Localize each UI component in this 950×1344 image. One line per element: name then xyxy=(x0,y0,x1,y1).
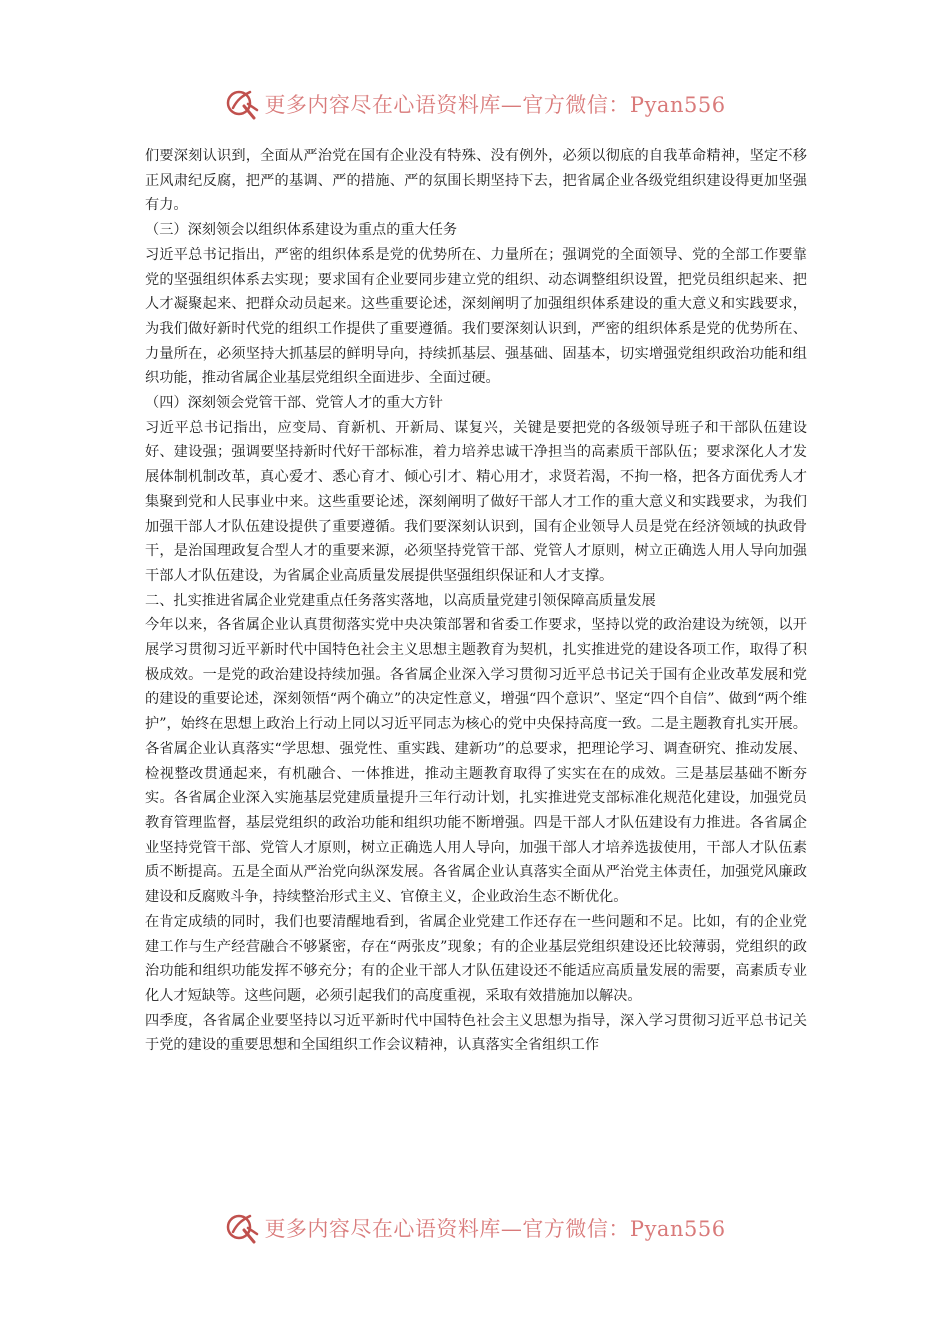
ribbon-logo-icon xyxy=(224,86,260,122)
ribbon-logo-icon xyxy=(224,1210,260,1246)
paragraph: 今年以来，各省属企业认真贯彻落实党中央决策部署和省委工作要求，坚持以党的政治建设为统领，以开展学习贯彻习近平新时代中国特色社会主义思想主题教育为契机，扎实推进党的建设各项工作，取得了积极成效。一是党的政治建设持续加强。各省属企业深入学习贯彻习近平总书记关于国有企业改革发展和党的建设的重要论述，深刻领悟“两个确立”的决定性意义，增强“四个意识”、坚定“四个自信”、做到“两个维护”，始终在思想上政治上行动上同以习近平同志为核心的党中央保持高度一致。二是主题教育扎实开展。各省属企业认真落实“学思想、强党性、重实践、建新功”的总要求，把理论学习、调查研究、推动发展、检视整改贯通起来，有机融合、一体推进，推动主题教育取得了实实在在的成效。三是基层基础不断夯实。各省属企业深入实施基层党建质量提升三年行动计划，扎实推进党支部标准化规范化建设，加强党员教育管理监督，基层党组织的政治功能和组织功能不断增强。四是干部人才队伍建设有力推进。各省属企业坚持党管干部、党管人才原则，树立正确选人用人导向，加强干部人才培养选拔使用，干部人才队伍素质不断提高。五是全面从严治党向纵深发展。各省属企业认真落实全面从严治党主体责任，加强党风廉政建设和反腐败斗争，持续整治形式主义、官僚主义，企业政治生态不断优化。 xyxy=(145,617,807,906)
section-heading: （三）深刻领会以组织体系建设为重点的重大任务 xyxy=(145,222,458,239)
header-watermark xyxy=(0,82,950,126)
section-heading: （四）深刻领会党管干部、党管人才的重大方针 xyxy=(145,395,443,412)
paragraph: 习近平总书记指出，应变局、育新机、开新局、谋复兴，关键是要把党的各级领导班子和干部队伍建设好、建设强；强调要坚持新时代好干部标准，着力培养忠诚干净担当的高素质干部队伍；要求深化人才发展体制机制改革，真心爱才、悉心育才、倾心引才、精心用才，求贤若渴，不拘一格，把各方面优秀人才集聚到党和人民事业中来。这些重要论述，深刻阐明了做好干部人才工作的重大意义和实践要求，为我们加强干部人才队伍建设提供了重要遵循。我们要深刻认识到，国有企业领导人员是党在经济领域的执政骨干，是治国理政复合型人才的重要来源，必须坚持党管干部、党管人才原则，树立正确选人用人导向加强干部人才队伍建设，为省属企业高质量发展提供坚强组织保证和人才支撑。 xyxy=(145,419,807,584)
footer-watermark xyxy=(0,1206,950,1250)
section-heading: 二、扎实推进省属企业党建重点任务落实落地，以高质量党建引领保障高质量发展 xyxy=(145,592,656,609)
paragraph: 在肯定成绩的同时，我们也要清醒地看到，省属企业党建工作还存在一些问题和不足。比如，有的企业党建工作与生产经营融合不够紧密，存在“两张皮”现象；有的企业基层党组织建设还比较薄弱，党组织的政治功能和组织功能发挥不够充分；有的企业干部人才队伍建设还不能适应高质量发展的需要，高素质专业化人才短缺等。这些问题，必须引起我们的高度重视，采取有效措施加以解决。 xyxy=(145,913,807,1004)
document-body xyxy=(145,144,807,1058)
watermark-text: 更多内容尽在心语资料库—官方微信：Pyan556 xyxy=(264,93,726,117)
paragraph: 们要深刻认识到，全面从严治党在国有企业没有特殊、没有例外，必须以彻底的自我革命精神，坚定不移正风肃纪反腐，把严的基调、严的措施、严的氛围长期坚持下去，把省属企业各级党组织建设得更加坚强有力。 xyxy=(145,148,807,214)
paragraph: 习近平总书记指出，严密的组织体系是党的优势所在、力量所在；强调党的全面领导、党的全部工作要靠党的坚强组织体系去实现；要求国有企业要同步建立党的组织、动态调整组织设置，把党员组织起来、把人才凝聚起来、把群众动员起来。这些重要论述，深刻阐明了加强组织体系建设的重大意义和实践要求，为我们做好新时代党的组织工作提供了重要遵循。我们要深刻认识到，严密的组织体系是党的优势所在、力量所在，必须坚持大抓基层的鲜明导向，持续抓基层、强基础、固基本，切实增强党组织政治功能和组织功能，推动省属企业基层党组织全面进步、全面过硬。 xyxy=(145,246,807,387)
paragraph: 四季度，各省属企业要坚持以习近平新时代中国特色社会主义思想为指导，深入学习贯彻习近平总书记关于党的建设的重要思想和全国组织工作会议精神，认真落实全省组织工作 xyxy=(145,1012,807,1054)
watermark-text: 更多内容尽在心语资料库—官方微信：Pyan556 xyxy=(264,1217,726,1241)
